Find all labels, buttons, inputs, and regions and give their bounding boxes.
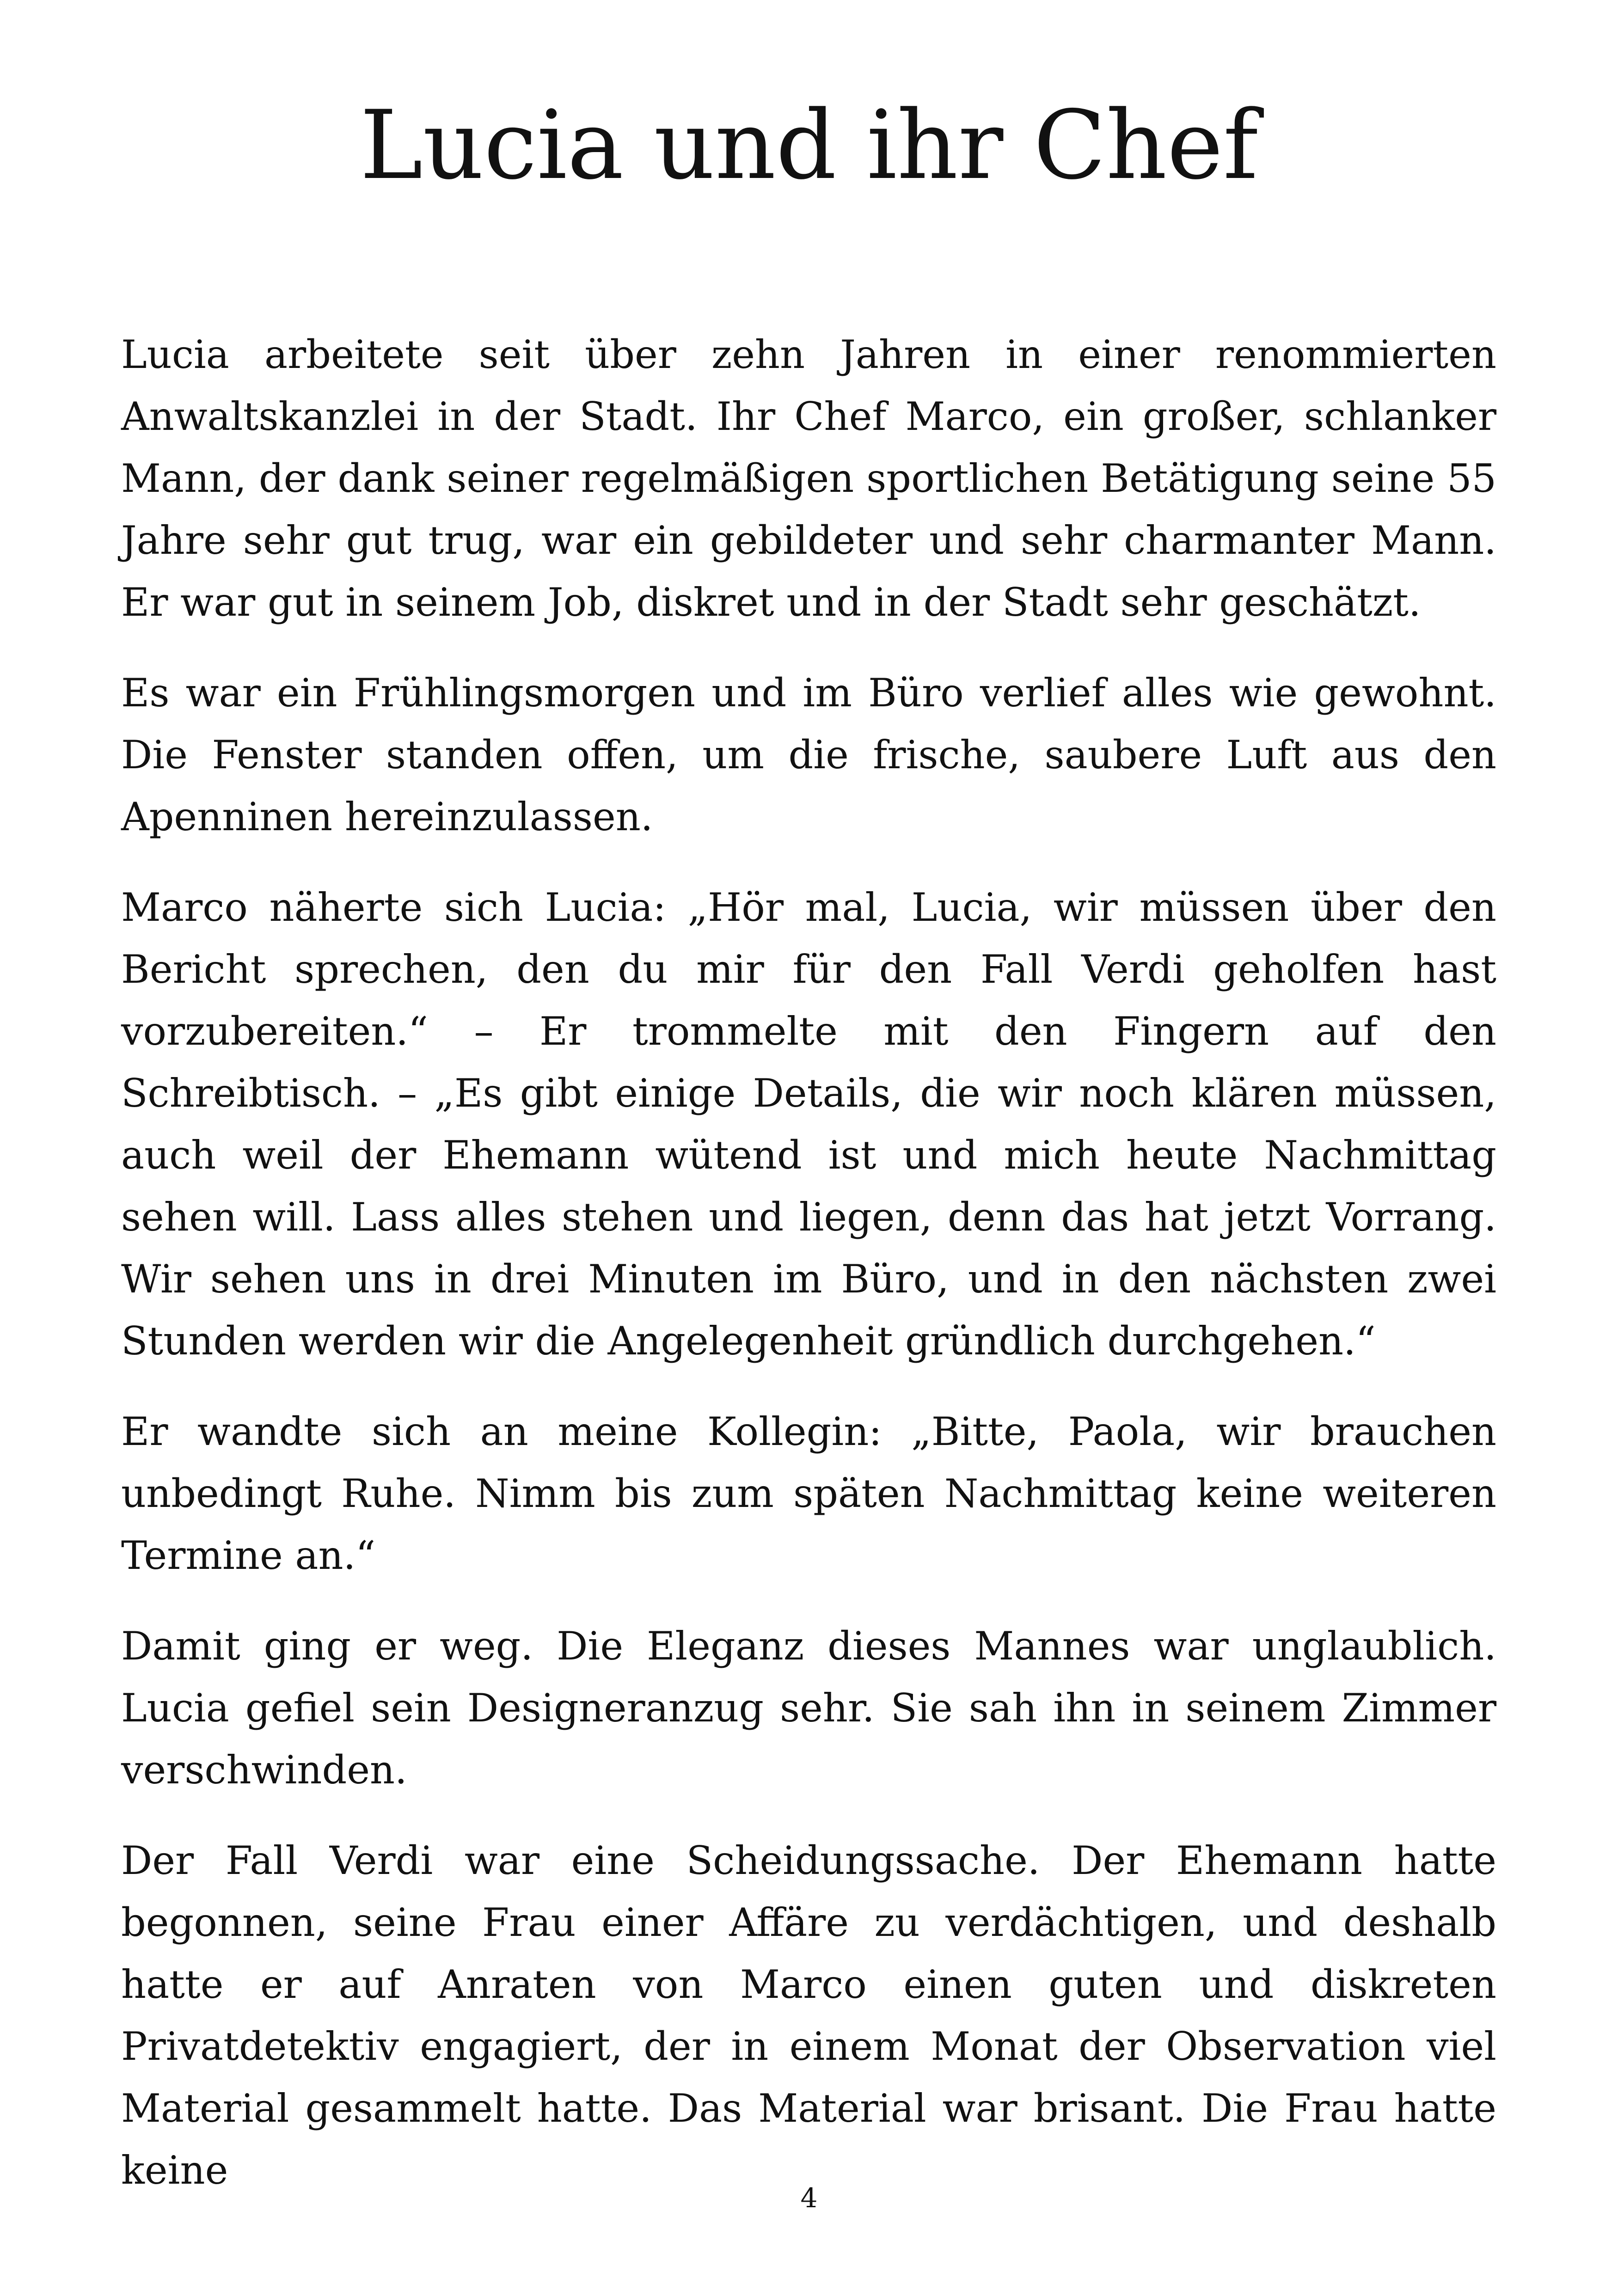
paragraph-5: Damit ging er weg. Die Eleganz dieses Mannes war unglaublich. Lucia gefiel sein Designeranzug sehr. Sie sah ihn in seinem Zimmer verschwinden. [121,1623,1496,1793]
paragraph-6: Der Fall Verdi war eine Scheidungssache. Der Ehemann hatte begonnen, seine Frau einer Affäre zu verdächtigen, und deshalb hatte er auf Anraten von Marco einen guten und diskreten Privatdetektiv engagiert, der in einem Monat der Observation viel Material gesammelt hatte. Das Material war brisant. Die Frau hatte keine [121,1838,1496,2193]
paragraph-4: Er wandte sich an meine Kollegin: „Bitte, Paola, wir brauchen unbedingt Ruhe. Nimm bis zum späten Nachmittag keine weiteren Termine an.“ [121,1409,1496,1578]
page-number: 4 [800,2182,818,2214]
page-title: Lucia und ihr Chef [360,91,1258,201]
paragraph-1: Lucia arbeitete seit über zehn Jahren in einer renommierten Anwaltskanzlei in der Stadt. Ihr Chef Marco, ein großer, schlanker Mann, der dank seiner regelmäßigen sportlichen Betätigung seine 55 Jahre sehr gut trug, war ein gebildeter und sehr charmanter Mann. Er war gut in seinem Job, diskret und in der Stadt sehr geschätzt. [121,332,1496,625]
paragraph-2: Es war ein Frühlingsmorgen und im Büro verlief alles wie gewohnt. Die Fenster standen offen, um die frische, saubere Luft aus den Apenninen hereinzulassen. [121,670,1496,839]
paragraph-3: Marco näherte sich Lucia: „Hör mal, Lucia, wir müssen über den Bericht sprechen, den du mir für den Fall Verdi geholfen hast vorzubereiten.“ – Er trommelte mit den Fingern auf den Schreibtisch. – „Es gibt einige Details, die wir noch klären müssen, auch weil der Ehemann wütend ist und mich heute Nachmittag sehen will. Lass alles stehen und liegen, denn das hat jetzt Vorrang. Wir sehen uns in drei Minuten im Büro, und in den nächsten zwei Stunden werden wir die Angelegenheit gründlich durchgehen.“ [121,885,1496,1364]
body-text [121,324,1496,2230]
